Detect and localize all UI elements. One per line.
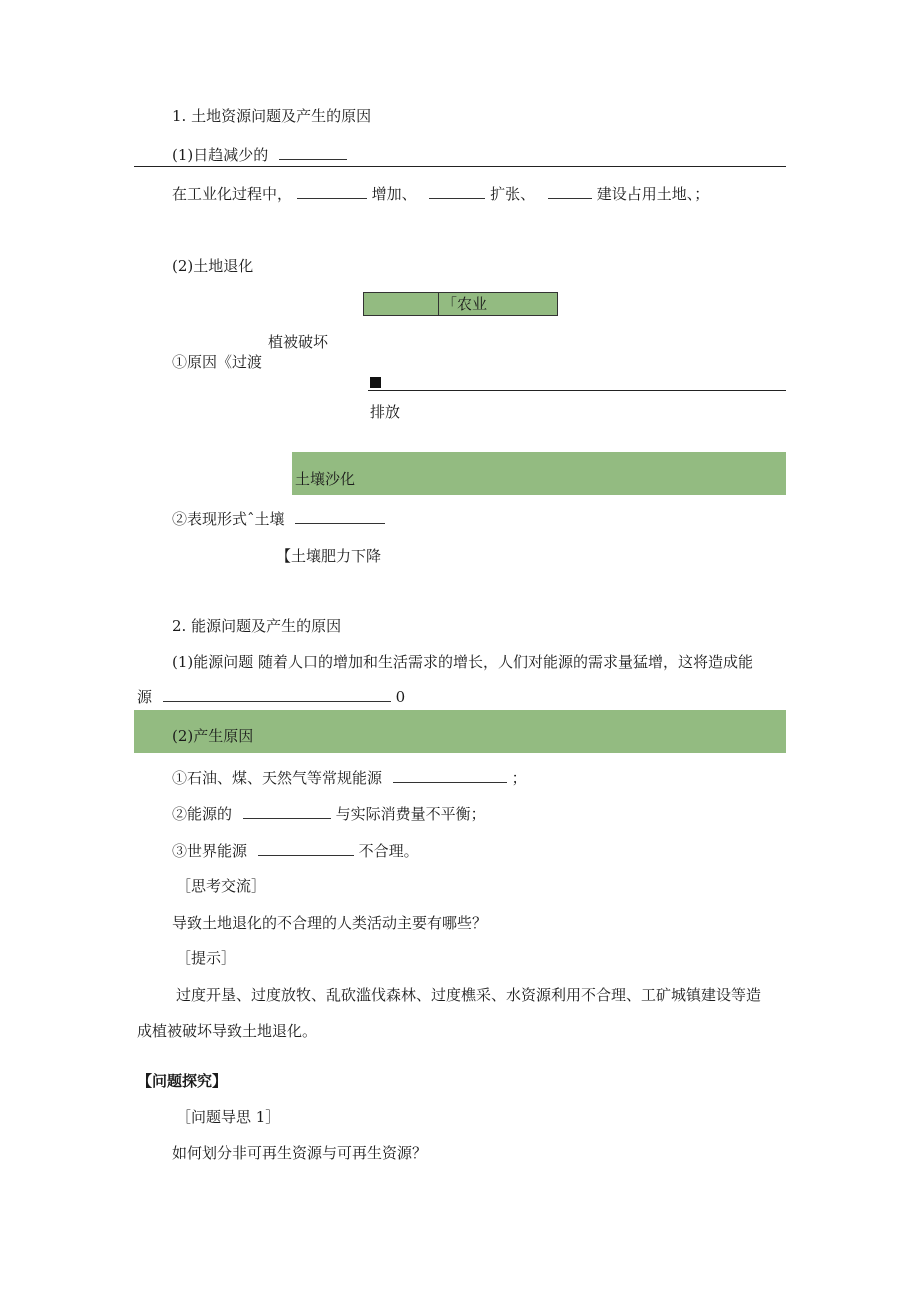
- industrialization-prefix: 在工业化过程中，: [172, 185, 293, 203]
- fertility-decline: 【土壤肥力下降: [276, 547, 382, 565]
- hint-answer-line1: 过度开垦、过度放牧、乱砍滥伐森林、过度樵采、水资源利用不合理、工矿城镇建设等造: [176, 986, 762, 1004]
- green-band-2: [134, 710, 786, 753]
- blank-construction[interactable]: [548, 184, 592, 199]
- industrialization-part4: 建设占用土地、；: [596, 185, 710, 203]
- section2-heading: 2. 能源问题及产生的原因: [172, 617, 342, 635]
- energy-cont-prefix: 源: [137, 688, 153, 706]
- desertification-label: 土壤沙化: [295, 470, 356, 488]
- reason3-prefix: ③世界能源: [172, 842, 248, 860]
- diagram-box-left: [363, 292, 439, 316]
- energy-problem-cont: [137, 687, 405, 707]
- blank-increase[interactable]: [297, 184, 367, 199]
- explore-question: 如何划分非可再生资源与可再生资源？: [172, 1144, 428, 1162]
- think-question: 导致土地退化的不合理的人类活动主要有哪些？: [172, 914, 488, 932]
- diagram-box-right: [438, 292, 558, 316]
- reason1-line: [172, 768, 527, 788]
- reason2-prefix: ②能源的: [172, 805, 233, 823]
- energy-problem-line: (1)能源问题 随着人口的增加和生活需求的增长，人们对能源的需求量猛增，这将造成能: [172, 653, 754, 671]
- hint-answer-line2: 成植被破坏导致土地退化。: [137, 1022, 318, 1040]
- forms-line: [172, 509, 385, 529]
- reason3-suffix: 不合理。: [358, 842, 419, 860]
- section1-item2: (2)土地退化: [172, 257, 254, 275]
- vegetation-destruction: 植被破坏: [268, 333, 329, 351]
- cause-label: ①原因《过渡: [172, 353, 263, 371]
- divider-line: [134, 166, 786, 167]
- industrialization-part2: 增加、: [371, 185, 417, 203]
- blank-reason2[interactable]: [243, 804, 331, 819]
- hint-label: ［提示］: [176, 949, 237, 967]
- reason1-prefix: ①石油、煤、天然气等常规能源: [172, 769, 383, 787]
- bullet-square: [370, 371, 384, 391]
- square-icon: [370, 377, 381, 388]
- guide-label: ［问题导思 1］: [176, 1108, 281, 1126]
- reason2-suffix: 与实际消费量不平衡；: [335, 805, 486, 823]
- blank-expansion[interactable]: [429, 184, 485, 199]
- industrialization-part3: 扩张、: [490, 185, 536, 203]
- blank-energy-shortage[interactable]: [163, 687, 391, 702]
- section1-heading: 1. 土地资源问题及产生的原因: [172, 107, 372, 125]
- agriculture-label: 「农业: [442, 295, 488, 313]
- energy-cont-suffix: 0: [395, 688, 406, 706]
- emission-label: 排放: [370, 403, 401, 421]
- blank-decreasing[interactable]: [279, 145, 347, 160]
- green-band-1: [292, 452, 786, 495]
- industrialization-line: [172, 184, 709, 204]
- forms-label: ②表现形式ˆ土壤: [172, 510, 285, 528]
- explore-label: 【问题探究】: [137, 1072, 228, 1090]
- blank-reason1[interactable]: [393, 768, 507, 783]
- blank-reason3[interactable]: [258, 841, 354, 856]
- think-label: ［思考交流］: [176, 877, 267, 895]
- section1-item1: [172, 145, 347, 165]
- section1-item1-text: (1)日趋减少的: [172, 146, 269, 164]
- reason1-suffix: ；: [511, 769, 527, 787]
- reason2-line: [172, 804, 486, 824]
- branch-line: [368, 390, 786, 391]
- reason3-line: [172, 841, 419, 861]
- section2-item2: (2)产生原因: [172, 727, 254, 745]
- blank-soil-form[interactable]: [295, 509, 385, 524]
